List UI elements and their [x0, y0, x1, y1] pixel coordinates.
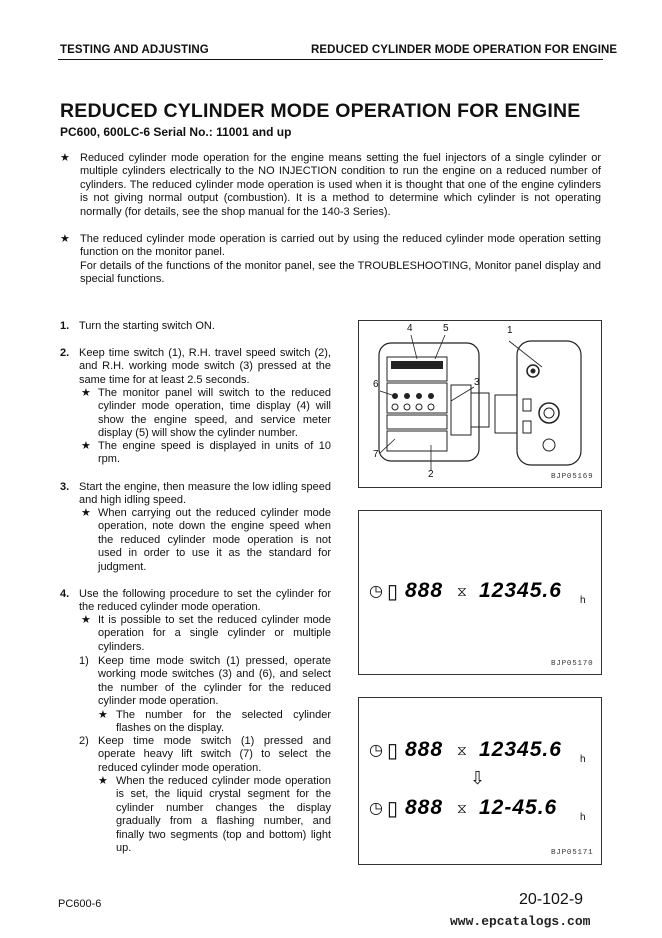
unit-label: h	[580, 754, 586, 765]
clock-icon: ◷	[369, 800, 383, 817]
intro-paragraph-3: For details of the functions of the monitor panel, see the TROUBLESHOOTING, Monitor panel display and special functions.	[80, 260, 601, 286]
service-meter-before: 12345.6	[479, 738, 562, 761]
step-3-text: Start the engine, then measure the low idling speed and high idling speed.	[79, 481, 331, 507]
monitor-panel-drawing	[359, 321, 601, 487]
hourglass-icon: ⧖	[457, 742, 467, 758]
step-3-note-a: When carrying out the reduced cylinder mode operation, note down the engine speed when the reduced cylinder mode operation is not used in order to use it as the standard for judgment.	[98, 507, 331, 573]
figure-lcd-transition	[358, 697, 602, 865]
callout-1: 1	[507, 325, 513, 336]
step-1-number: 1.	[60, 320, 70, 332]
time-display: 888	[405, 579, 444, 602]
footer-model: PC600-6	[58, 898, 102, 910]
hourglass-icon: ⧖	[457, 800, 467, 816]
time-display-after: 888	[405, 796, 444, 819]
service-meter-display: 12345.6	[479, 579, 562, 602]
clock-icon: ◷	[369, 742, 383, 759]
cylinder-segment-icon: ▯	[387, 740, 400, 762]
header-left: TESTING AND ADJUSTING	[60, 44, 209, 56]
time-display-before: 888	[405, 738, 444, 761]
step-4-sub2-number: 2)	[79, 735, 89, 747]
cylinder-segment-icon: ▯	[387, 581, 400, 603]
figure-monitor-panel	[358, 320, 602, 488]
step-2-note-b: The engine speed is displayed in units of 10 rpm.	[98, 440, 331, 466]
down-arrow-icon: ⇩	[470, 768, 486, 788]
star-icon: ★	[60, 233, 70, 245]
step-2-note-a: The monitor panel will switch to the reduced cylinder mode operation, time display (4) will show the engine speed, and service meter display (5) will show the cylinder number.	[98, 387, 331, 440]
star-icon: ★	[98, 775, 108, 787]
callout-7: 7	[373, 449, 379, 460]
callout-5: 5	[443, 323, 449, 334]
unit-label: h	[580, 595, 586, 606]
figure-code: BJP05171	[551, 849, 594, 857]
step-4-text: Use the following procedure to set the cylinder for the reduced cylinder mode operation.	[79, 588, 331, 614]
step-4-sub2-note: When the reduced cylinder mode operation is set, the liquid crystal segment for the cylinder number changes the display gradually from a flashing number, and finally two segments (top and bottom) light up.	[116, 775, 331, 855]
step-2-number: 2.	[60, 347, 70, 359]
step-4-sub1-note: The number for the selected cylinder flashes on the display.	[116, 709, 331, 735]
step-4-sub1-number: 1)	[79, 655, 89, 667]
header-right: REDUCED CYLINDER MODE OPERATION FOR ENGINE	[311, 44, 618, 56]
star-icon: ★	[81, 387, 91, 399]
page-title: REDUCED CYLINDER MODE OPERATION FOR ENGINE	[60, 100, 581, 122]
step-4-sub1-text: Keep time mode switch (1) pressed, operate working mode switches (3) and (6), and select the number of the cylinder for the reduced cylinder mode operation.	[98, 655, 331, 708]
step-4-note-a: It is possible to set the reduced cylinder mode operation for a single cylinder or multiple cylinders.	[98, 614, 331, 653]
page-subtitle: PC600, 600LC-6 Serial No.: 11001 and up	[60, 125, 292, 139]
callout-4: 4	[407, 323, 413, 334]
star-icon: ★	[81, 614, 91, 626]
watermark: www.epcatalogs.com	[450, 914, 591, 929]
star-icon: ★	[81, 507, 91, 519]
step-4-sub2-text: Keep time mode switch (1) pressed and operate heavy lift switch (7) to select the reduced cylinder mode operation.	[98, 735, 331, 774]
figure-code: BJP05169	[551, 473, 594, 481]
unit-label: h	[580, 812, 586, 823]
callout-2: 2	[428, 469, 434, 480]
clock-icon: ◷	[369, 583, 383, 600]
step-3-number: 3.	[60, 481, 70, 493]
figure-code: BJP05170	[551, 660, 594, 668]
step-4-number: 4.	[60, 588, 70, 600]
intro-paragraph-2: The reduced cylinder mode operation is carried out by using the reduced cylinder mode operation setting function on the monitor panel.	[80, 233, 601, 259]
header-rule	[58, 59, 603, 60]
service-meter-after: 12-45.6	[479, 796, 558, 819]
callout-3: 3	[474, 377, 480, 388]
callout-6: 6	[373, 379, 379, 390]
step-1-text: Turn the starting switch ON.	[79, 320, 215, 332]
star-icon: ★	[81, 440, 91, 452]
star-icon: ★	[98, 709, 108, 721]
cylinder-segment-icon: ▯	[387, 798, 400, 820]
figure-lcd-display	[358, 510, 602, 675]
star-icon: ★	[60, 152, 70, 164]
intro-paragraph-1: Reduced cylinder mode operation for the engine means setting the fuel injectors of a single cylinder or multiple cylinders electrically to the NO INJECTION condition to run the engine on a reduced number of cylinders. The reduced cylinder mode operation is used when it is thought that one of the engine cylinders is not giving normal output (combustion). It is a method to determine which cylinder is not operating normally (for details, see the shop manual for the 140-3 Series).	[80, 152, 601, 218]
step-2-text: Keep time switch (1), R.H. travel speed switch (2), and R.H. working mode switch (3) pressed at the same time for at least 2.5 seconds.	[79, 347, 331, 386]
hourglass-icon: ⧖	[457, 583, 467, 599]
page-number: 20-102-9	[519, 891, 584, 908]
